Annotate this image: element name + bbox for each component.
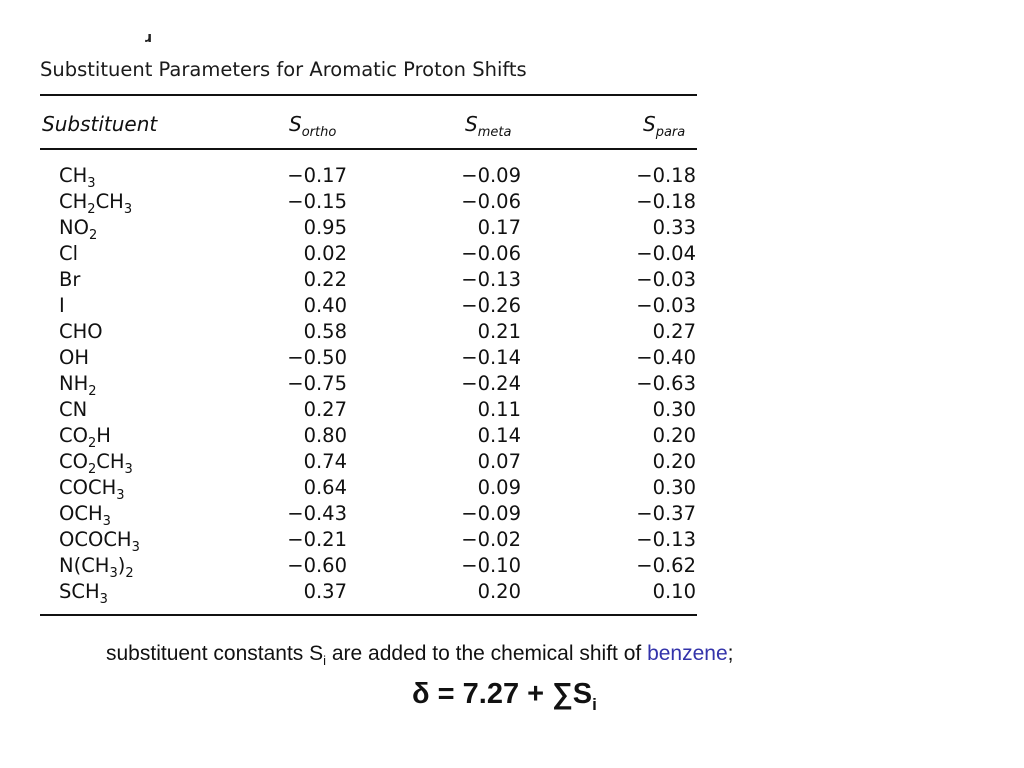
formula-text: H bbox=[96, 424, 111, 447]
note-subscript: i bbox=[323, 653, 327, 669]
header-s-meta-sub: meta bbox=[477, 125, 512, 140]
s-ortho-value: 0.80 bbox=[303, 424, 347, 447]
shift-equation bbox=[412, 678, 597, 715]
substituent-name bbox=[59, 580, 108, 607]
s-para-value: 0.30 bbox=[652, 398, 696, 421]
formula-subscript: 3 bbox=[109, 566, 118, 581]
benzene-link[interactable]: benzene bbox=[647, 642, 728, 665]
substituent-name bbox=[59, 216, 97, 243]
s-para-value: −0.13 bbox=[636, 528, 696, 551]
s-para-value: 0.10 bbox=[652, 580, 696, 603]
table-row bbox=[0, 242, 740, 268]
substituent-name bbox=[59, 502, 111, 529]
header-s-ortho bbox=[289, 112, 337, 140]
substituent-name bbox=[59, 424, 111, 451]
table-row bbox=[0, 476, 740, 502]
s-meta-value: −0.10 bbox=[461, 554, 521, 577]
formula-text: NH bbox=[59, 372, 89, 395]
formula-text: CH bbox=[59, 164, 88, 187]
formula-text: CH bbox=[95, 190, 124, 213]
s-ortho-value: −0.17 bbox=[287, 164, 347, 187]
s-para-value: −0.03 bbox=[636, 294, 696, 317]
s-ortho-value: 0.95 bbox=[303, 216, 347, 239]
s-para-value: 0.30 bbox=[652, 476, 696, 499]
formula-subscript: 3 bbox=[116, 488, 125, 503]
table-row bbox=[0, 502, 740, 528]
substituent-name bbox=[59, 268, 80, 292]
substituent-name bbox=[59, 242, 78, 266]
s-meta-value: −0.02 bbox=[461, 528, 521, 551]
s-para-value: 0.33 bbox=[652, 216, 696, 239]
formula-subscript: 3 bbox=[124, 462, 133, 477]
table-row bbox=[0, 580, 740, 606]
table-top-rule bbox=[40, 94, 697, 96]
substituent-name bbox=[59, 294, 65, 318]
s-ortho-value: −0.75 bbox=[287, 372, 347, 395]
formula-text: ) bbox=[117, 554, 126, 577]
s-ortho-value: −0.43 bbox=[287, 502, 347, 525]
formula-subscript: 3 bbox=[123, 202, 133, 217]
s-meta-value: 0.11 bbox=[477, 398, 521, 421]
substituent-name bbox=[59, 346, 89, 370]
header-substituent: Substituent bbox=[42, 112, 158, 136]
s-ortho-value: 0.27 bbox=[303, 398, 347, 421]
s-meta-value: −0.09 bbox=[461, 164, 521, 187]
formula-subscript: 2 bbox=[87, 436, 97, 451]
formula-text: CO bbox=[59, 424, 88, 447]
table-row bbox=[0, 554, 740, 580]
s-meta-value: 0.21 bbox=[477, 320, 521, 343]
substituent-name bbox=[59, 476, 125, 503]
s-para-value: −0.04 bbox=[636, 242, 696, 265]
header-s-meta bbox=[465, 112, 512, 140]
s-ortho-value: −0.21 bbox=[287, 528, 347, 551]
header-s-ortho-sub: ortho bbox=[301, 125, 337, 140]
s-para-value: −0.18 bbox=[636, 164, 696, 187]
note-middle: are added to the chemical shift of bbox=[326, 642, 648, 665]
formula-text: OH bbox=[59, 346, 90, 369]
s-ortho-value: 0.74 bbox=[303, 450, 347, 473]
substituent-name bbox=[59, 450, 133, 477]
formula-subscript: 2 bbox=[87, 202, 96, 217]
formula-subscript: 3 bbox=[131, 540, 140, 555]
formula-subscript: 2 bbox=[88, 384, 97, 399]
substituent-name bbox=[59, 398, 87, 422]
formula-text: CH bbox=[96, 450, 125, 473]
note-prefix: substituent constants S bbox=[106, 642, 324, 665]
substituent-name bbox=[59, 164, 96, 191]
formula-text: N(CH bbox=[59, 554, 110, 577]
note-suffix: ; bbox=[727, 642, 734, 665]
note-text bbox=[106, 642, 733, 668]
formula-subscript: 3 bbox=[87, 176, 96, 191]
table-row bbox=[0, 528, 740, 554]
table-row bbox=[0, 216, 740, 242]
s-ortho-value: −0.15 bbox=[287, 190, 347, 213]
table-row bbox=[0, 294, 740, 320]
table-bottom-rule bbox=[40, 614, 697, 616]
stray-mark: ɹ bbox=[144, 30, 152, 46]
s-ortho-value: 0.22 bbox=[303, 268, 347, 291]
s-meta-value: −0.06 bbox=[461, 190, 521, 213]
formula-subscript: 2 bbox=[88, 228, 98, 243]
formula-text: OCOCH bbox=[59, 528, 132, 551]
header-s-para-s: S bbox=[643, 112, 656, 136]
substituent-name bbox=[59, 528, 140, 555]
s-ortho-value: 0.58 bbox=[303, 320, 347, 343]
s-para-value: −0.03 bbox=[636, 268, 696, 291]
s-meta-value: 0.20 bbox=[477, 580, 521, 603]
table-row bbox=[0, 190, 740, 216]
s-para-value: −0.62 bbox=[636, 554, 696, 577]
s-para-value: 0.20 bbox=[652, 450, 696, 473]
s-ortho-value: 0.40 bbox=[303, 294, 347, 317]
header-s-para bbox=[643, 112, 686, 140]
s-meta-value: −0.06 bbox=[461, 242, 521, 265]
s-para-value: −0.18 bbox=[636, 190, 696, 213]
s-meta-value: 0.09 bbox=[477, 476, 521, 499]
s-meta-value: −0.24 bbox=[461, 372, 521, 395]
s-meta-value: −0.09 bbox=[461, 502, 521, 525]
formula-text: COCH bbox=[59, 476, 117, 499]
substituent-name bbox=[59, 372, 97, 399]
table-row bbox=[0, 398, 740, 424]
formula-subscript: 2 bbox=[87, 462, 97, 477]
formula-subscript: 3 bbox=[102, 514, 111, 529]
formula-text: Cl bbox=[59, 242, 79, 265]
formula-text: NO bbox=[59, 216, 89, 239]
table-row bbox=[0, 424, 740, 450]
formula-text: CHO bbox=[59, 320, 103, 343]
s-meta-value: 0.17 bbox=[477, 216, 521, 239]
table-row bbox=[0, 346, 740, 372]
formula-text: OCH bbox=[59, 502, 103, 525]
table-row bbox=[0, 164, 740, 190]
formula-subscript: 2 bbox=[125, 566, 134, 581]
formula-text: SCH bbox=[59, 580, 100, 603]
header-s-ortho-s: S bbox=[289, 112, 302, 136]
s-ortho-value: 0.02 bbox=[303, 242, 347, 265]
table-title: Substituent Parameters for Aromatic Proton Shifts bbox=[40, 58, 527, 81]
formula-text: CO bbox=[59, 450, 88, 473]
header-s-para-sub: para bbox=[655, 125, 686, 140]
substituent-name bbox=[59, 190, 132, 217]
formula-text: CH bbox=[59, 190, 88, 213]
s-ortho-value: 0.64 bbox=[303, 476, 347, 499]
substituent-name bbox=[59, 320, 103, 344]
s-para-value: −0.40 bbox=[636, 346, 696, 369]
s-meta-value: 0.14 bbox=[477, 424, 521, 447]
equation-subscript: i bbox=[592, 694, 597, 714]
table-row bbox=[0, 372, 740, 398]
formula-text: I bbox=[59, 294, 65, 317]
s-ortho-value: −0.50 bbox=[287, 346, 347, 369]
s-para-value: 0.20 bbox=[652, 424, 696, 447]
equation-text: δ = 7.27 + ∑S bbox=[412, 678, 593, 710]
formula-subscript: 3 bbox=[99, 592, 108, 607]
s-meta-value: 0.07 bbox=[477, 450, 521, 473]
s-meta-value: −0.26 bbox=[461, 294, 521, 317]
s-ortho-value: 0.37 bbox=[303, 580, 347, 603]
s-para-value: −0.37 bbox=[636, 502, 696, 525]
formula-text: Br bbox=[59, 268, 81, 291]
table-row bbox=[0, 450, 740, 476]
s-para-value: −0.63 bbox=[636, 372, 696, 395]
s-para-value: 0.27 bbox=[652, 320, 696, 343]
header-s-meta-s: S bbox=[465, 112, 478, 136]
substituent-name bbox=[59, 554, 134, 581]
table-row bbox=[0, 268, 740, 294]
formula-text: CN bbox=[59, 398, 88, 421]
table-header-rule bbox=[40, 148, 697, 150]
s-meta-value: −0.14 bbox=[461, 346, 521, 369]
table-row bbox=[0, 320, 740, 346]
s-meta-value: −0.13 bbox=[461, 268, 521, 291]
s-ortho-value: −0.60 bbox=[287, 554, 347, 577]
